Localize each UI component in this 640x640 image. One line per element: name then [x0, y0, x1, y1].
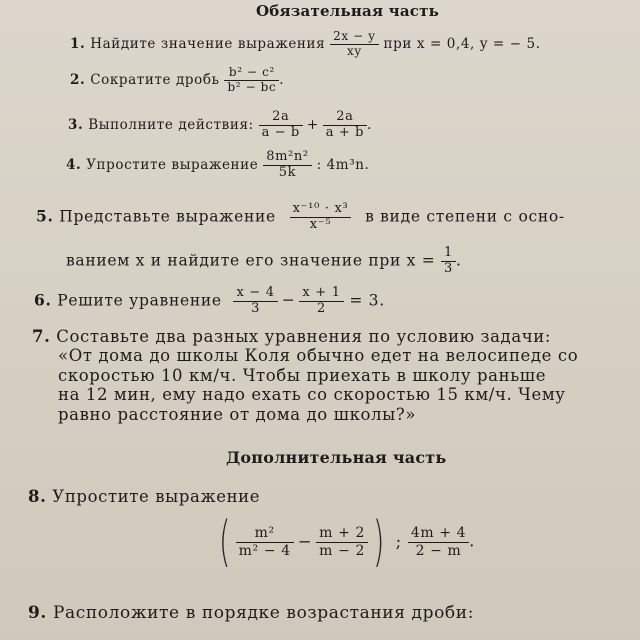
task-4-tail: : 4m³n. [316, 156, 370, 173]
task-8-a-numerator: m² [254, 525, 275, 542]
left-paren: ( [218, 510, 231, 573]
task-5-x-denominator: 3 [441, 261, 456, 277]
task-5-line-2-text: ванием x и найдите его значение при x = [66, 251, 436, 270]
task-8-b-denominator: m − 2 [316, 542, 368, 559]
task-2 [70, 66, 284, 95]
task-5-x-numerator: 1 [444, 245, 454, 260]
task-5-number: 5. [36, 206, 54, 226]
task-4-fraction [263, 150, 311, 181]
task-7-body [58, 346, 578, 424]
task-6-fraction-2 [299, 286, 343, 317]
task-1-condition: при x = 0,4, y = − 5. [383, 35, 541, 52]
task-2-text: Сократите дробь [90, 71, 220, 88]
task-6-operator: − [281, 291, 296, 310]
task-6 [34, 286, 385, 317]
task-8-fraction-a [236, 525, 294, 558]
task-3-f1-denominator: a − b [259, 125, 303, 141]
task-8-text: Упростите выражение [52, 487, 261, 506]
task-4-numerator: 8m²n² [266, 149, 309, 164]
task-3 [68, 110, 372, 141]
task-6-f1-numerator: x − 4 [236, 285, 275, 300]
task-1-number: 1. [70, 35, 86, 52]
task-8-b-numerator: m + 2 [319, 525, 365, 542]
task-7-line-2: «От дома до школы Коля обычно едет на велосипеде со [58, 346, 579, 365]
task-8-number: 8. [28, 487, 47, 506]
right-paren: ) [372, 510, 385, 573]
task-8-fraction-b [316, 525, 368, 558]
task-6-f1-denominator: 3 [233, 301, 277, 317]
task-1-fraction [330, 30, 378, 59]
task-6-fraction-1 [233, 286, 277, 317]
task-3-end: . [367, 116, 372, 133]
task-8-a-denominator: m² − 4 [236, 542, 294, 559]
task-8-c-numerator: 4m + 4 [410, 525, 467, 542]
task-7 [32, 327, 551, 347]
task-5 [36, 202, 565, 233]
task-3-f2-numerator: 2a [336, 109, 354, 124]
task-7-line-4: на 12 мин, ему надо ехать со скоростью 15 км/ч. Чему [58, 385, 566, 404]
task-6-text: Решите уравнение [57, 291, 222, 310]
task-5-line-2 [66, 246, 462, 277]
task-4 [66, 150, 369, 181]
task-9-text: Расположите в порядке возрастания дроби: [52, 603, 475, 623]
task-1-text: Найдите значение выражения [90, 35, 326, 52]
task-5-fraction [290, 202, 352, 233]
task-7-number: 7. [32, 327, 51, 346]
task-3-f1-numerator: 2a [272, 109, 290, 124]
task-1 [70, 30, 541, 59]
task-6-f2-denominator: 2 [299, 301, 343, 317]
task-9 [28, 603, 474, 623]
task-3-fraction-1 [259, 110, 303, 141]
task-6-f2-numerator: x + 1 [302, 285, 341, 300]
task-2-denominator: b² − bc [224, 80, 279, 95]
task-7-line-5: равно расстояние от дома до школы?» [58, 404, 417, 424]
task-4-denominator: 5k [263, 165, 311, 181]
task-3-number: 3. [68, 116, 84, 133]
task-4-number: 4. [66, 156, 82, 173]
task-2-end: . [279, 71, 285, 88]
task-9-number: 9. [28, 603, 47, 623]
task-8-c-denominator: 2 − m [408, 542, 469, 559]
task-1-denominator: xy [330, 44, 378, 59]
task-5-x-fraction [441, 246, 456, 277]
task-3-text: Выполните действия: [88, 116, 254, 133]
task-6-number: 6. [34, 290, 52, 310]
task-6-tail: = 3. [349, 291, 385, 310]
task-4-text: Упростите выражение [86, 156, 259, 173]
task-2-numerator: b² − c² [228, 65, 275, 79]
task-8 [28, 487, 260, 506]
task-8-divide: ; [395, 531, 402, 551]
mandatory-part-heading: Обязательная часть [256, 2, 439, 20]
task-7-line-3: скоростью 10 км/ч. Чтобы приехать в школу раньше [58, 365, 547, 385]
task-2-fraction [224, 66, 279, 95]
task-7-line-1: Составьте два разных уравнения по условию задачи: [56, 327, 552, 346]
task-3-f2-denominator: a + b [323, 125, 367, 141]
task-8-expression [214, 510, 475, 573]
additional-part-heading: Дополнительная часть [226, 448, 447, 467]
task-5-text-cont: в виде степени с осно- [365, 207, 565, 226]
task-1-numerator: 2x − y [333, 29, 376, 43]
task-3-operator: + [306, 116, 319, 133]
task-5-denominator: x⁻⁵ [290, 217, 352, 233]
task-8-end: . [469, 531, 475, 551]
task-2-number: 2. [70, 71, 86, 88]
task-8-operator: − [297, 531, 313, 551]
task-5-numerator: x⁻¹⁰ · x³ [292, 201, 349, 216]
task-5-text: Представьте выражение [59, 207, 276, 226]
task-8-fraction-c [408, 525, 469, 558]
task-5-end: . [456, 251, 462, 270]
task-3-fraction-2 [323, 110, 367, 141]
